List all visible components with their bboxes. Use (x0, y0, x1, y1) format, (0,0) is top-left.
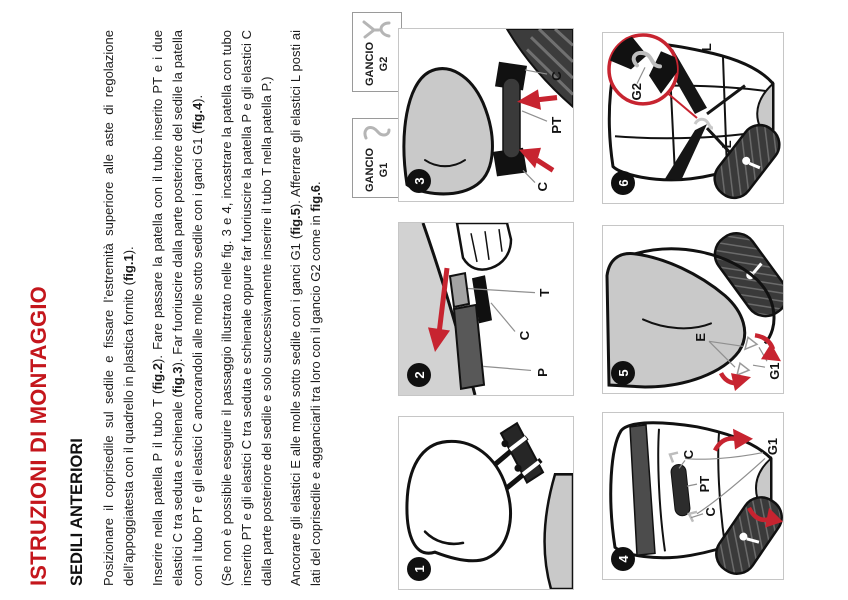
figure-panel-3 (398, 28, 574, 202)
instruction-paragraph: (Se non è possibile eseguire il passaggio illustrato nelle fig. 3 e 4, incastrare la patella con tubo inserito PT e gli elastici C tra seduta e schienale oppure far fuoriuscire la patella P e gli elastici C dalla parte posteriore del sedile e solo successivamente inserire il tubo T nella patella P.) (219, 30, 274, 586)
label-p: P (535, 368, 550, 377)
legend-gancio-g2 (352, 12, 402, 92)
label-pt: PT (696, 475, 713, 493)
instruction-paragraph: Posizionare il coprisedile sul sedile e fissare l’estremità superiore alle aste di regolazione dell’appoggiatesta con il quadrello in plastica fornito (fig.1). (101, 30, 136, 586)
figure-panel-1 (398, 416, 574, 590)
label-e: E (692, 333, 709, 342)
hook-g2-icon (362, 18, 392, 40)
hand (457, 223, 511, 270)
figure-panel-6 (602, 32, 784, 204)
label-g2: G2 (629, 82, 644, 101)
figure-panel-5 (602, 225, 784, 394)
label-g1: G1 (766, 362, 783, 380)
section-heading: SEDILI ANTERIORI (68, 438, 86, 586)
label-c2: C (702, 507, 719, 517)
patella-tubo-pt (503, 78, 520, 158)
label-c1: C (549, 71, 564, 81)
legend-g2-label: GANCIO (363, 42, 376, 86)
figure-number-badge: 4 (611, 547, 635, 571)
red-arrow (539, 98, 557, 100)
label-pt: PT (549, 116, 564, 134)
legend-gancio-g1 (352, 118, 402, 198)
instruction-paragraph: Ancorare gli elastici E alle molle sotto sedile con i ganci G1 (fig.5). Afferrare gli elastici L posti ai lati del coprisedile e agganciarli tra loro con il gancio G2 come in fig.6. (288, 30, 323, 586)
label-c1: C (680, 449, 697, 460)
figure-panel-4 (602, 412, 784, 580)
legend-g1-label: GANCIO (363, 148, 376, 192)
label-g1: G1 (764, 438, 781, 456)
label-c2: C (535, 181, 550, 192)
legend-g2-code: G2 (378, 56, 390, 72)
text-column (26, 30, 335, 586)
legend-g1-code: G1 (378, 162, 390, 178)
page-title: ISTRUZIONI DI MONTAGGIO (26, 286, 51, 586)
hook-g1-icon (362, 124, 392, 142)
figure-number-badge: 6 (611, 171, 635, 195)
figure-number-badge: 3 (407, 169, 431, 193)
figure-panel-2 (398, 222, 574, 396)
legend-g1-text (363, 148, 392, 192)
tubo-t (450, 273, 469, 307)
label-l2: L (719, 140, 734, 149)
label-c: C (517, 330, 532, 341)
hook-point (737, 363, 749, 375)
instruction-paragraph: Inserire nella patella P il tubo T (fig.2). Fare passare la patella con il tubo inserito PT e i due elastici C tra seduta e schienale (fig.3). Far fuoriuscire dalla parte posteriore del sedile la patella con il tubo PT e gli elastici C ancorandoli alle molle sotto sedile con i ganci G1 (fig.4). (150, 29, 205, 586)
red-arrow (537, 160, 553, 170)
figure-number-badge: 1 (407, 557, 431, 581)
label-t: T (537, 288, 552, 297)
label-l1: L (699, 43, 714, 52)
legend-g2-text (363, 42, 392, 86)
instructions (99, 30, 326, 586)
hook-legend (352, 12, 402, 198)
hook-point (745, 337, 757, 349)
figure-number-badge: 2 (407, 363, 431, 387)
figure-number-badge: 5 (611, 361, 635, 385)
